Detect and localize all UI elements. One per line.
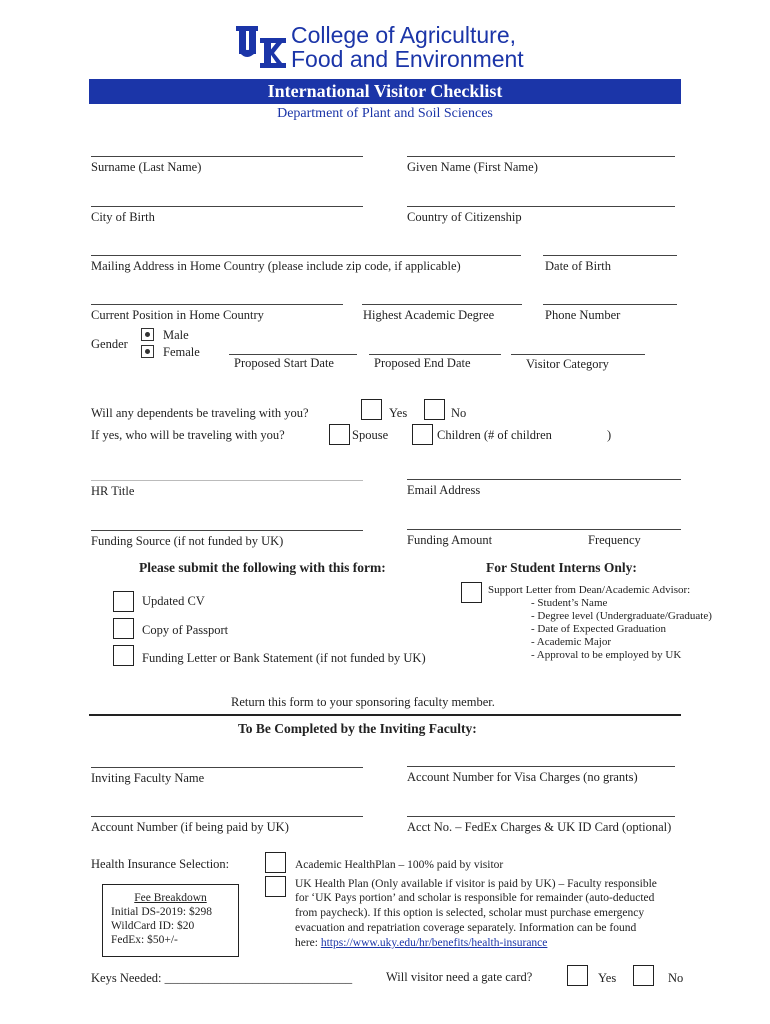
gender-label: Gender: [91, 337, 128, 351]
submit-heading: Please submit the following with this form:: [139, 560, 386, 575]
logo-line-1: College of Agriculture,: [291, 22, 517, 48]
dependents-yes-label: Yes: [389, 406, 408, 420]
account-uk-input[interactable]: [91, 816, 363, 817]
proposed-start-input[interactable]: [229, 354, 357, 355]
fee-breakdown-heading: Fee Breakdown: [134, 892, 207, 904]
visitor-category-input[interactable]: [511, 354, 645, 355]
given-name-input[interactable]: [407, 156, 675, 157]
current-position-label: Current Position in Home Country: [91, 308, 264, 322]
academic-healthplan-checkbox[interactable]: [265, 852, 286, 873]
funding-amount-label: Funding Amount: [407, 533, 493, 547]
proposed-start-label: Proposed Start Date: [234, 356, 334, 370]
funding-source-input[interactable]: [91, 530, 363, 531]
health-here-text: here:: [295, 937, 321, 949]
page-title: International Visitor Checklist: [89, 79, 681, 104]
funding-amount-input[interactable]: [407, 529, 681, 530]
mailing-address-label: Mailing Address in Home Country (please include zip code, if applicable): [91, 259, 461, 273]
dependents-question: Will any dependents be traveling with you?: [91, 406, 309, 420]
hr-title-input[interactable]: [91, 480, 363, 481]
inviting-faculty-label: Inviting Faculty Name: [91, 771, 205, 785]
account-visa-input[interactable]: [407, 766, 675, 767]
updated-cv-label: Updated CV: [142, 594, 205, 608]
spouse-checkbox[interactable]: [329, 424, 350, 445]
fee-line: Initial DS-2019: $298: [111, 906, 212, 918]
uk-health-plan-checkbox[interactable]: [265, 876, 286, 897]
support-letter-label: Support Letter from Dean/Academic Advisor:: [488, 584, 691, 596]
children-checkbox[interactable]: [412, 424, 433, 445]
uk-health-plan-line: UK Health Plan (Only available if visitor is paid by UK) – Faculty responsible: [295, 878, 657, 890]
frequency-label: Frequency: [588, 533, 641, 547]
date-of-birth-label: Date of Birth: [545, 259, 611, 273]
city-of-birth-label: City of Birth: [91, 210, 155, 224]
passport-checkbox[interactable]: [113, 618, 134, 639]
email-input[interactable]: [407, 479, 681, 480]
dependents-no-label: No: [451, 406, 467, 420]
keys-needed-input[interactable]: Keys Needed: ______________________________: [91, 971, 353, 985]
proposed-end-input[interactable]: [369, 354, 501, 355]
uk-health-plan-line: for ‘UK Pays portion’ and scholar is responsible for remainder (auto-deducted: [295, 892, 655, 904]
health-insurance-link[interactable]: https://www.uky.edu/hr/benefits/health-insurance: [320, 937, 548, 949]
intern-item: - Student’s Name: [531, 597, 608, 609]
phone-number-label: Phone Number: [545, 308, 621, 322]
interns-heading: For Student Interns Only:: [486, 560, 637, 575]
surname-label: Surname (Last Name): [91, 160, 202, 174]
return-note: Return this form to your sponsoring faculty member.: [231, 695, 495, 709]
intern-item: - Date of Expected Graduation: [531, 623, 666, 635]
academic-healthplan-label: Academic HealthPlan – 100% paid by visitor: [295, 859, 504, 871]
intern-item: - Academic Major: [531, 636, 612, 648]
proposed-end-label: Proposed End Date: [374, 356, 471, 370]
children-label: Children (# of children: [437, 428, 552, 442]
date-of-birth-input[interactable]: [543, 255, 677, 256]
visitor-category-label: Visitor Category: [526, 357, 609, 371]
gender-female-label: Female: [163, 345, 200, 359]
current-position-input[interactable]: [91, 304, 343, 305]
uk-health-plan-line: evacuation and repatriation coverage separately. Information can be found: [295, 922, 637, 934]
funding-letter-checkbox[interactable]: [113, 645, 134, 666]
mailing-address-input[interactable]: [91, 255, 521, 256]
acct-fedex-input[interactable]: [407, 816, 675, 817]
intern-item: - Degree level (Undergraduate/Graduate): [531, 610, 712, 622]
health-insurance-label: Health Insurance Selection:: [91, 857, 230, 871]
funding-source-label: Funding Source (if not funded by UK): [91, 534, 284, 548]
gate-card-yes-checkbox[interactable]: [567, 965, 588, 986]
fee-line: FedEx: $50+/-: [111, 934, 178, 946]
dependents-no-checkbox[interactable]: [424, 399, 445, 420]
given-name-label: Given Name (First Name): [407, 160, 538, 174]
highest-degree-label: Highest Academic Degree: [363, 308, 495, 322]
children-close-paren: ): [607, 428, 612, 442]
highest-degree-input[interactable]: [362, 304, 522, 305]
support-letter-checkbox[interactable]: [461, 582, 482, 603]
gender-female-radio[interactable]: [141, 345, 154, 358]
fee-breakdown-box: [102, 884, 239, 957]
inviting-faculty-input[interactable]: [91, 767, 363, 768]
uk-health-plan-line: from paycheck). If this option is selected, scholar must purchase emergency: [295, 907, 645, 919]
gate-card-no-label: No: [668, 971, 684, 985]
city-of-birth-input[interactable]: [91, 206, 363, 207]
gate-card-yes-label: Yes: [598, 971, 617, 985]
section-divider: [89, 714, 681, 716]
surname-input[interactable]: [91, 156, 363, 157]
email-label: Email Address: [407, 483, 481, 497]
department-subtitle: Department of Plant and Soil Sciences: [277, 106, 493, 121]
country-of-citizenship-label: Country of Citizenship: [407, 210, 522, 224]
gender-male-radio[interactable]: [141, 328, 154, 341]
gate-card-no-checkbox[interactable]: [633, 965, 654, 986]
phone-number-input[interactable]: [543, 304, 677, 305]
spouse-label: Spouse: [352, 428, 389, 442]
faculty-heading: To Be Completed by the Inviting Faculty:: [238, 721, 477, 736]
health-info-line: [295, 936, 547, 950]
logo-line-2: Food and Environment: [291, 46, 524, 72]
passport-label: Copy of Passport: [142, 623, 229, 637]
dependents-yes-checkbox[interactable]: [361, 399, 382, 420]
intern-item: - Approval to be employed by UK: [531, 649, 682, 661]
gate-card-question: Will visitor need a gate card?: [386, 970, 533, 984]
updated-cv-checkbox[interactable]: [113, 591, 134, 612]
hr-title-label: HR Title: [91, 484, 135, 498]
account-visa-label: Account Number for Visa Charges (no grants): [407, 770, 638, 784]
who-traveling-question: If yes, who will be traveling with you?: [91, 428, 285, 442]
uk-logo-icon: [236, 24, 286, 70]
account-uk-label: Account Number (if being paid by UK): [91, 820, 289, 834]
acct-fedex-label: Acct No. – FedEx Charges & UK ID Card (optional): [407, 820, 672, 834]
funding-letter-label: Funding Letter or Bank Statement (if not funded by UK): [142, 651, 426, 665]
country-of-citizenship-input[interactable]: [407, 206, 675, 207]
fee-line: WildCard ID: $20: [111, 920, 195, 932]
gender-male-label: Male: [163, 328, 189, 342]
